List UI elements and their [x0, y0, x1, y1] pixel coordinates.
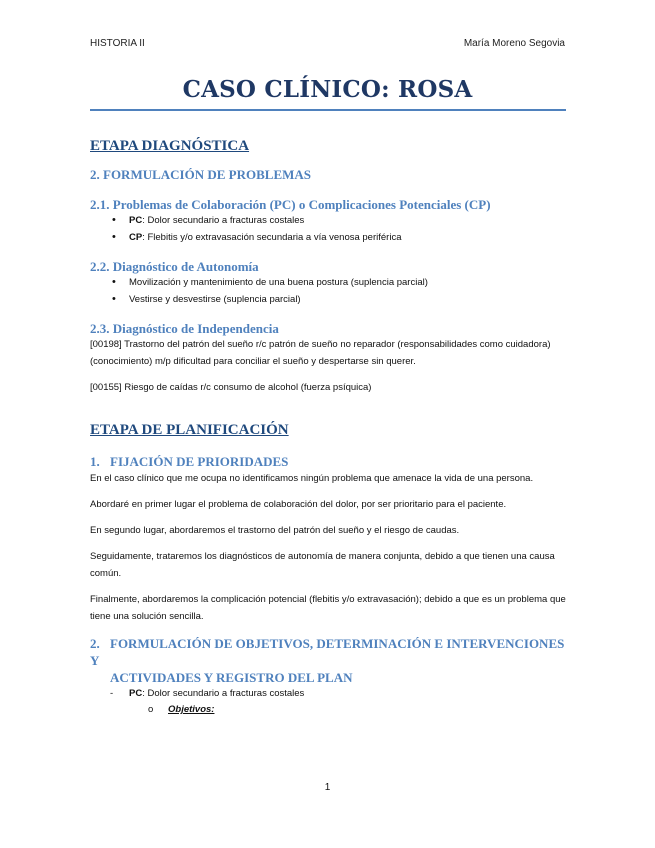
title-underline	[90, 109, 566, 111]
paragraph: En segundo lugar, abordaremos el trastorno del patrón del sueño y el riesgo de caudas.	[90, 525, 460, 536]
document-title: CASO CLÍNICO: ROSA	[182, 76, 473, 103]
paragraph: En el caso clínico que me ocupa no identificamos ningún problema que amenace la vida de una persona.	[90, 473, 534, 484]
page-number: 1	[324, 782, 331, 793]
heading-etapa-diagnostica: ETAPA DIAGNÓSTICA	[90, 138, 250, 154]
heading-formulacion-problemas: 2. FORMULACIÓN DE PROBLEMAS	[90, 167, 312, 182]
heading-2-1: 2.1. Problemas de Colaboración (PC) o Complicaciones Potenciales (CP)	[90, 197, 491, 212]
heading-2-3: 2.3. Diagnóstico de Independencia	[90, 321, 279, 336]
sub-item-objetivos: o Objetivos:	[148, 704, 215, 715]
list-problemas-colaboracion	[90, 212, 566, 246]
header-author: María Moreno Segovia	[463, 38, 565, 49]
paragraph: Seguidamente, trataremos los diagnósticos de autonomía de manera conjunta, debido a que tienen una causa común.	[90, 551, 555, 579]
heading-fijacion-prioridades: 1. FIJACIÓN DE PRIORIDADES	[90, 454, 289, 469]
list-item: • Movilización y mantenimiento de una buena postura (suplencia parcial)	[112, 274, 566, 291]
list-diagnostico-autonomia	[90, 274, 566, 308]
list-item: • PC: Dolor secundario a fracturas costales	[112, 212, 566, 229]
document-body	[90, 137, 566, 718]
list-item: • Vestirse y desvestirse (suplencia parcial)	[112, 291, 566, 308]
heading-etapa-planificacion: ETAPA DE PLANIFICACIÓN	[90, 422, 289, 438]
paragraph-00155: [00155] Riesgo de caídas r/c consumo de alcohol (fuerza psíquica)	[90, 382, 372, 393]
heading-formulacion-objetivos: 2. FORMULACIÓN DE OBJETIVOS, DETERMINACIÓN E INTERVENCIONES Y ACTIVIDADES Y REGISTRO DEL PLAN	[90, 636, 565, 685]
list-item: • CP: Flebitis y/o extravasación secundaria a vía venosa periférica	[112, 229, 566, 246]
paragraph: Finalmente, abordaremos la complicación potencial (flebitis y/o extravasación); debido a que es un problema que tiene una solución sencilla.	[90, 594, 566, 622]
header-course: HISTORIA II	[90, 38, 145, 49]
list-item-pc: - PC: Dolor secundario a fracturas costales	[90, 686, 566, 702]
paragraph: Abordaré en primer lugar el problema de colaboración del dolor, por ser prioritario para el paciente.	[90, 499, 507, 510]
paragraph-00198: [00198] Trastorno del patrón del sueño r/c patrón de sueño no reparador (responsabilidades como cuidadora) (conocimiento) m/p dificultad para conciliar el sueño y despertarse sin querer.	[90, 339, 551, 367]
heading-2-2: 2.2. Diagnóstico de Autonomía	[90, 259, 259, 274]
